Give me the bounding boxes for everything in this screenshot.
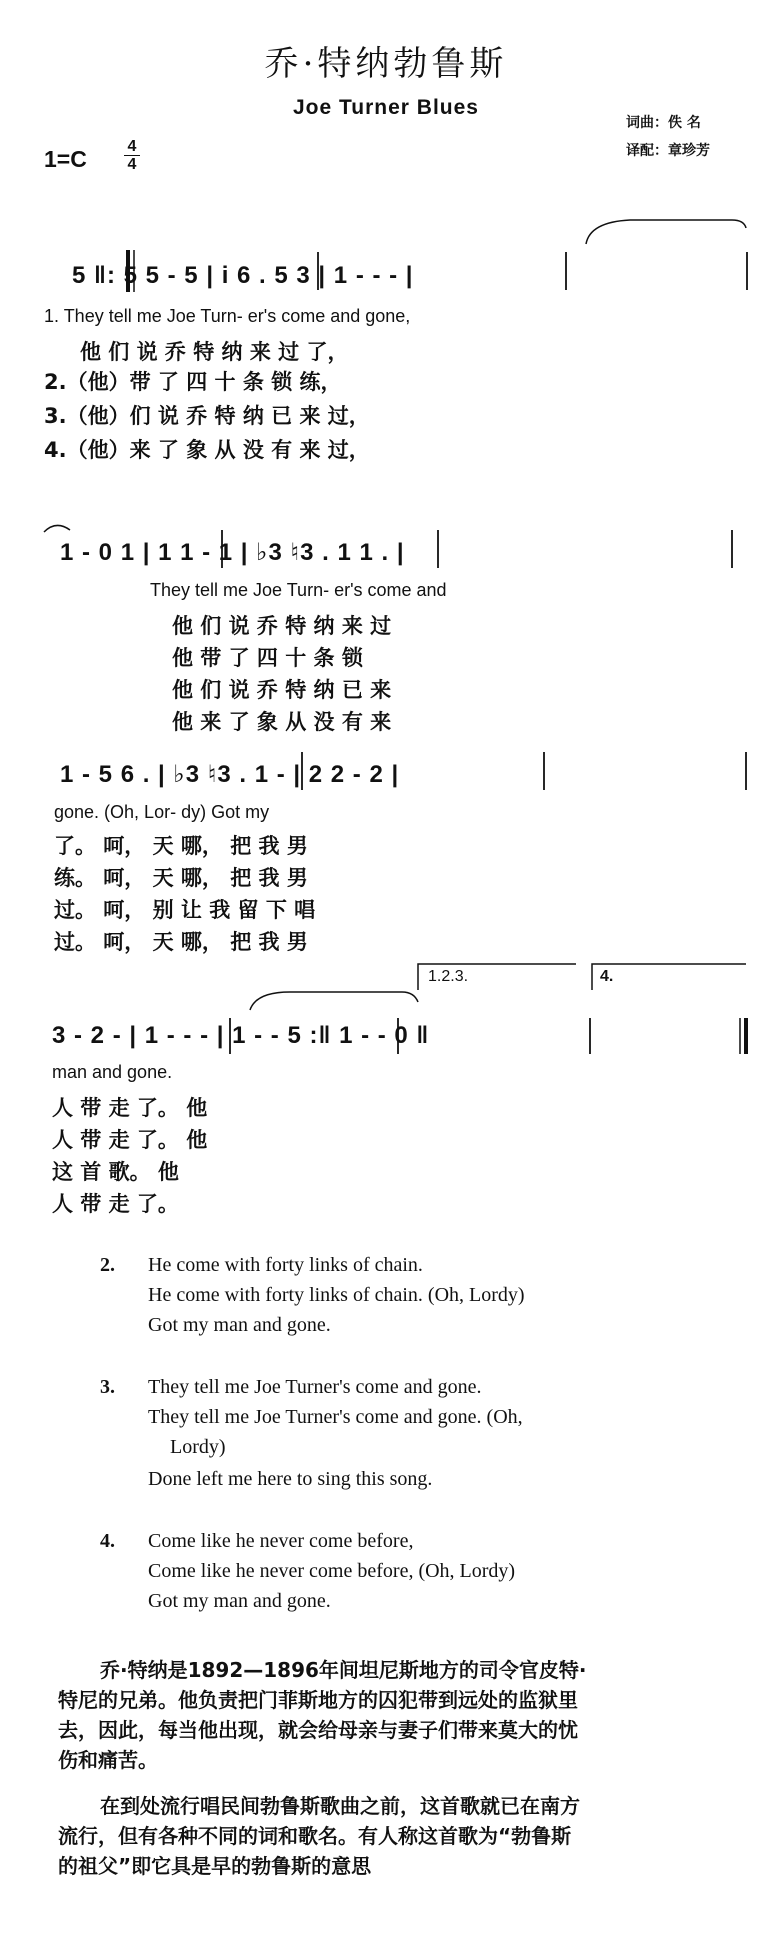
verse-line: Come like he never come before, (Oh, Lordy) — [148, 1560, 516, 1582]
system2-lyric-zh: 他 来 了 象 从 没 有 来 — [172, 710, 392, 734]
verse-line: Lordy) — [170, 1436, 226, 1458]
system1-lyric-zh: 他 们 说 乔 特 纳 来 过 了， — [80, 340, 349, 364]
note-line: 流行，但有各种不同的词和歌名。有人称这首歌为“勃鲁斯 — [58, 1824, 572, 1848]
system4-lyric-zh: 这 首 歌。 他 — [52, 1160, 179, 1184]
key-signature: 1=C — [44, 146, 87, 172]
tie-slur — [586, 220, 746, 244]
system1-lyric-zh: 3.（他）们 说 乔 特 纳 已 来 过， — [44, 404, 370, 428]
credit-translation: 译配：章珍芳 — [626, 143, 710, 159]
note-line: 特尼的兄弟。他负责把门菲斯地方的囚犯带到远处的监狱里 — [58, 1688, 578, 1712]
verse-line: He come with forty links of chain. — [148, 1254, 423, 1276]
verse-line: Got my man and gone. — [148, 1314, 331, 1336]
tie-slur — [44, 525, 70, 532]
system3-lyric-zh: 了。 呵， 天 哪， 把 我 男 — [54, 834, 308, 858]
song-title: 乔·特纳勃鲁斯 — [264, 44, 508, 84]
note-line: 伤和痛苦。 — [58, 1748, 158, 1772]
system4-lyric-en: man and gone. — [52, 1062, 173, 1082]
ending-bracket-2 — [592, 964, 746, 990]
verse-line: They tell me Joe Turner's come and gone. (Oh, — [148, 1406, 523, 1428]
ending-1-label: 1.2.3. — [428, 968, 469, 985]
system1-lyric-zh: 4.（他）来 了 象 从 没 有 来 过， — [44, 438, 370, 462]
verse-line: Come like he never come before, — [148, 1530, 414, 1552]
credit-lyrics-music: 词曲：佚 名 — [626, 115, 701, 131]
note-line: 的祖父”即它具是早的勃鲁斯的意思 — [58, 1854, 372, 1878]
system2-lyric-zh: 他 们 说 乔 特 纳 来 过 — [172, 614, 392, 638]
time-signature-bottom: 4 — [127, 156, 137, 173]
system1-lyric-zh: 2.（他）带 了 四 十 条 锁 练， — [44, 370, 342, 394]
system2-lyric-zh: 他 带 了 四 十 条 锁 — [172, 646, 363, 670]
tie-slur — [250, 992, 418, 1010]
system4-lyric-zh: 人 带 走 了。 他 — [52, 1128, 208, 1152]
note-line: 去，因此，每当他出现，就会给母亲与妻子们带来莫大的忧 — [58, 1718, 578, 1742]
system2-lyric-en: They tell me Joe Turn- er's come and — [150, 580, 447, 600]
system4-lyric-zh: 人 带 走 了。 他 — [52, 1096, 208, 1120]
system2-notes: 1 - 0 1 | 1 1 - 1 | ♭3 ♮3 . 1 1 . | — [60, 539, 405, 566]
system3-notes: 1 - 5 6 . | ♭3 ♮3 . 1 - | 2 2 - 2 | — [60, 761, 400, 788]
verse-line: Got my man and gone. — [148, 1590, 331, 1612]
system3-lyric-zh: 过。 呵， 别 让 我 留 下 唱 — [54, 898, 316, 922]
verse-number: 3. — [100, 1376, 115, 1398]
time-signature-top: 4 — [127, 138, 137, 155]
verse-number: 4. — [100, 1530, 115, 1552]
system2-lyric-zh: 他 们 说 乔 特 纳 已 来 — [172, 678, 392, 702]
system3-lyric-zh: 过。 呵， 天 哪， 把 我 男 — [54, 930, 308, 954]
system1-notes: 5 ‖: 5 5 - 5 | i 6 . 5 3 | 1 - - - | — [72, 262, 414, 289]
system3-lyric-en: gone. (Oh, Lor- dy) Got my — [54, 802, 270, 822]
verse-line: Done left me here to sing this song. — [148, 1468, 433, 1490]
verse-number: 2. — [100, 1254, 115, 1276]
system3-lyric-zh: 练。 呵， 天 哪， 把 我 男 — [54, 866, 308, 890]
note-line: 在到处流行唱民间勃鲁斯歌曲之前，这首歌就已在南方 — [100, 1794, 580, 1818]
verse-line: He come with forty links of chain. (Oh, Lordy) — [148, 1284, 525, 1306]
system4-lyric-zh: 人 带 走 了。 — [52, 1192, 179, 1216]
song-subtitle: Joe Turner Blues — [293, 96, 479, 119]
note-line: 乔·特纳是1892—1896年间坦尼斯地方的司令官皮特· — [100, 1658, 587, 1682]
system4-notes: 3 - 2 - | 1 - - - | 1 - - 5 :‖ 1 - - 0 ‖ — [52, 1022, 430, 1049]
ending-2-label: 4. — [600, 968, 614, 985]
verse-line: They tell me Joe Turner's come and gone. — [148, 1376, 482, 1398]
system1-lyric-en: 1. They tell me Joe Turn- er's come and gone, — [44, 306, 411, 326]
